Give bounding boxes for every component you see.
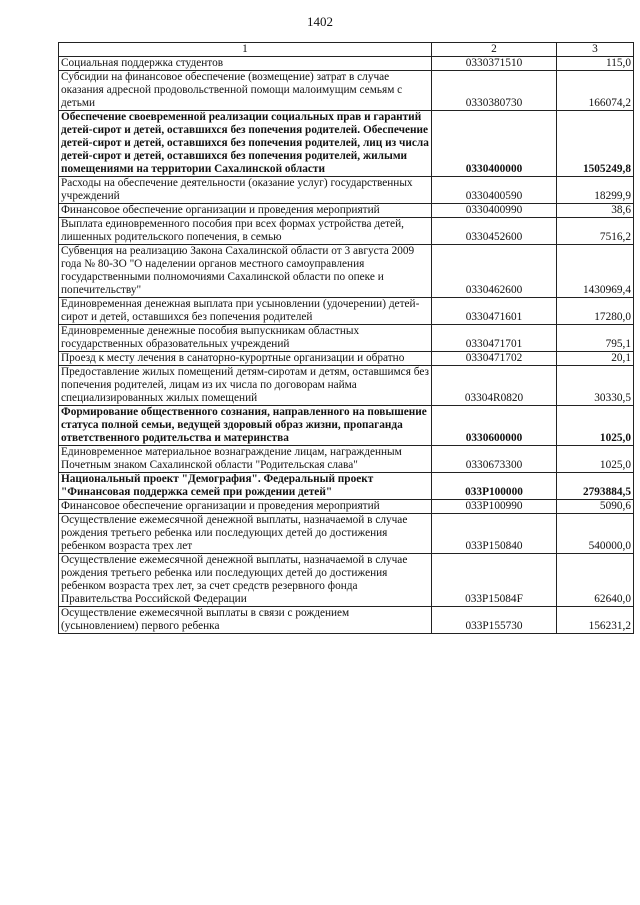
row-amount-cell: 115,0 (557, 57, 634, 71)
row-code-cell: 0330400990 (432, 204, 557, 218)
table-row (59, 218, 634, 245)
row-code-cell: 0330400590 (432, 177, 557, 204)
table-row (59, 177, 634, 204)
column-header-1: 1 (59, 43, 432, 57)
row-amount-cell: 1505249,8 (557, 111, 634, 177)
row-amount-cell: 30330,5 (557, 366, 634, 406)
table-row (59, 245, 634, 298)
row-amount-cell: 7516,2 (557, 218, 634, 245)
row-name-cell: Единовременное материальное вознаграждение лицам, награжденным Почетным знаком Сахалинской области "Родительская слава" (59, 446, 432, 473)
row-amount-cell: 62640,0 (557, 554, 634, 607)
row-code-cell: 03304R0820 (432, 366, 557, 406)
table-row (59, 500, 634, 514)
row-code-cell: 0330400000 (432, 111, 557, 177)
row-code-cell: 033P150840 (432, 514, 557, 554)
row-amount-cell: 20,1 (557, 352, 634, 366)
row-name-cell: Субсидии на финансовое обеспечение (возмещение) затрат в случае оказания адресной продовольственной помощи малоимущим семьям с детьми (59, 71, 432, 111)
row-amount-cell: 5090,6 (557, 500, 634, 514)
column-header-3: 3 (557, 43, 634, 57)
row-name-cell: Расходы на обеспечение деятельности (оказание услуг) государственных учреждений (59, 177, 432, 204)
row-code-cell: 033P155730 (432, 607, 557, 634)
table-row (59, 325, 634, 352)
table-row (59, 554, 634, 607)
row-name-cell: Финансовое обеспечение организации и проведения мероприятий (59, 500, 432, 514)
row-amount-cell: 18299,9 (557, 177, 634, 204)
row-amount-cell: 795,1 (557, 325, 634, 352)
row-name-cell: Выплата единовременного пособия при всех формах устройства детей, лишенных родительского попечения, в семью (59, 218, 432, 245)
budget-table-body (59, 43, 634, 634)
table-row (59, 406, 634, 446)
row-name-cell: Осуществление ежемесячной денежной выплаты, назначаемой в случае рождения третьего ребенка или последующих детей до достижения ребенком возраста трех лет, за счет средств резервного фонда Правительства Российской Федерации (59, 554, 432, 607)
table-row (59, 473, 634, 500)
row-code-cell: 0330462600 (432, 245, 557, 298)
row-amount-cell: 166074,2 (557, 71, 634, 111)
row-amount-cell: 1430969,4 (557, 245, 634, 298)
row-code-cell: 0330380730 (432, 71, 557, 111)
row-name-cell: Формирование общественного сознания, направленного на повышение статуса полной семьи, ведущей здоровый образ жизни, пропаганда ответственного родительства и материнства (59, 406, 432, 446)
row-name-cell: Социальная поддержка студентов (59, 57, 432, 71)
table-header-row (59, 43, 634, 57)
row-name-cell: Осуществление ежемесячной денежной выплаты, назначаемой в случае рождения третьего ребенка или последующих детей до достижения ребенком возраста трех лет (59, 514, 432, 554)
column-header-2: 2 (432, 43, 557, 57)
row-name-cell: Единовременная денежная выплата при усыновлении (удочерении) детей-сирот и детей, оставшихся без попечения родителей (59, 298, 432, 325)
row-name-cell: Субвенция на реализацию Закона Сахалинской области от 3 августа 2009 года № 80-ЗО "О наделении органов местного самоуправления государственными полномочиями Сахалинской области по опеке и попечительству" (59, 245, 432, 298)
row-code-cell: 033P100990 (432, 500, 557, 514)
row-amount-cell: 1025,0 (557, 406, 634, 446)
row-amount-cell: 540000,0 (557, 514, 634, 554)
row-amount-cell: 17280,0 (557, 298, 634, 325)
row-amount-cell: 2793884,5 (557, 473, 634, 500)
table-row (59, 514, 634, 554)
table-row (59, 607, 634, 634)
table-row (59, 298, 634, 325)
table-row (59, 366, 634, 406)
row-name-cell: Проезд к месту лечения в санаторно-курортные организации и обратно (59, 352, 432, 366)
table-row (59, 71, 634, 111)
row-name-cell: Единовременные денежные пособия выпускникам областных государственных образовательных учреждений (59, 325, 432, 352)
row-code-cell: 0330452600 (432, 218, 557, 245)
row-code-cell: 033P100000 (432, 473, 557, 500)
table-row (59, 111, 634, 177)
row-amount-cell: 1025,0 (557, 446, 634, 473)
row-code-cell: 033P15084F (432, 554, 557, 607)
row-name-cell: Финансовое обеспечение организации и проведения мероприятий (59, 204, 432, 218)
row-amount-cell: 38,6 (557, 204, 634, 218)
row-name-cell: Национальный проект "Демография". Федеральный проект "Финансовая поддержка семей при рождении детей" (59, 473, 432, 500)
table-row (59, 204, 634, 218)
page-number: 1402 (307, 14, 333, 29)
row-name-cell: Обеспечение своевременной реализации социальных прав и гарантий детей-сирот и детей, оставшихся без попечения родителей. Обеспечение детей-сирот и детей, оставшихся без попечения родителей, лиц из числа детей-сирот и детей, оставшихся без попечения родителей, жилыми помещениями на территории Сахалинской области (59, 111, 432, 177)
row-name-cell: Осуществление ежемесячной выплаты в связи с рождением (усыновлением) первого ребенка (59, 607, 432, 634)
row-code-cell: 0330471601 (432, 298, 557, 325)
table-row (59, 57, 634, 71)
row-code-cell: 0330371510 (432, 57, 557, 71)
table-row (59, 446, 634, 473)
table-row (59, 352, 634, 366)
row-code-cell: 0330600000 (432, 406, 557, 446)
row-code-cell: 0330471702 (432, 352, 557, 366)
row-code-cell: 0330471701 (432, 325, 557, 352)
budget-table (58, 42, 634, 634)
row-name-cell: Предоставление жилых помещений детям-сиротам и детям, оставшимся без попечения родителей, лицам из их числа по договорам найма специализированных жилых помещений (59, 366, 432, 406)
row-code-cell: 0330673300 (432, 446, 557, 473)
row-amount-cell: 156231,2 (557, 607, 634, 634)
